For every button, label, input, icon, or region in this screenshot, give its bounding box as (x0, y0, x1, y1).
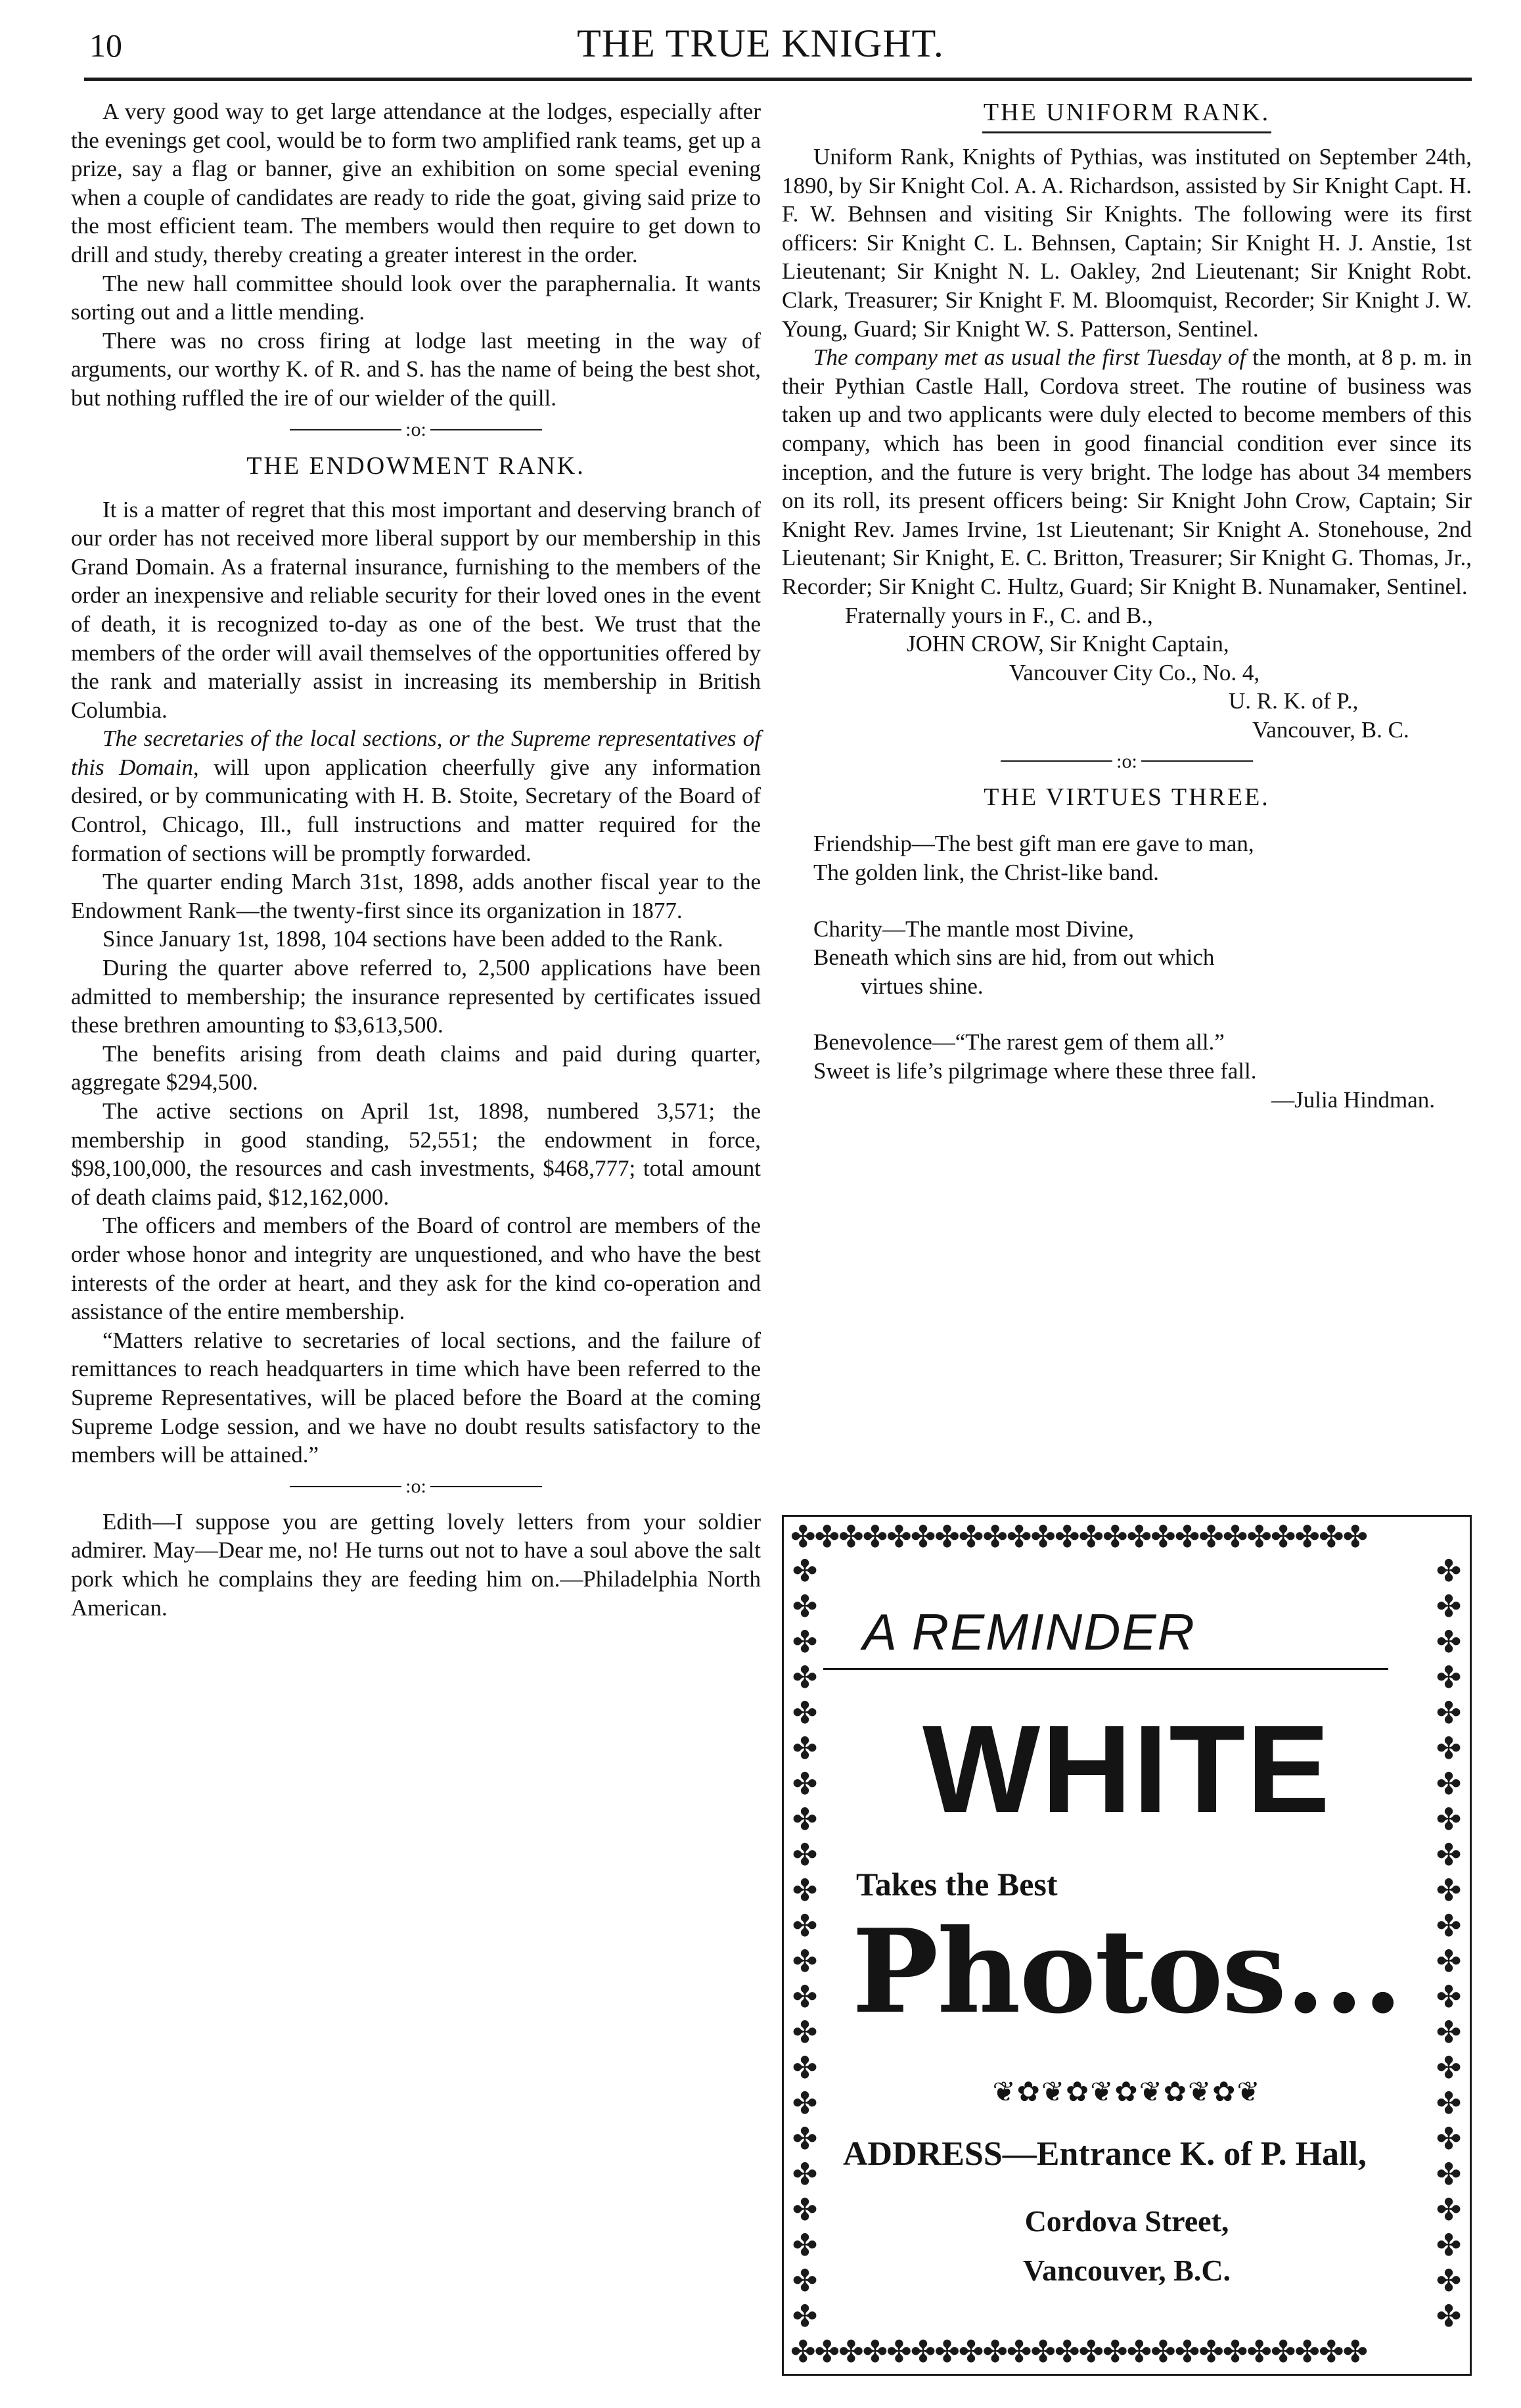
ad-tagline: Takes the Best (856, 1866, 1058, 1903)
poem-line: Friendship—The best gift man ere gave to man, (813, 831, 1254, 857)
paragraph: The officers and members of the Board of control are members of the order whose honor and integrity are unquestioned, and who have the best interests of the order at heart, and they ask for the kind co-operation and assistance of the entire membership. (71, 1213, 761, 1325)
heading-rule (982, 131, 1271, 133)
ad-city: Vancouver, B.C. (1022, 2254, 1231, 2287)
paragraph (782, 343, 1472, 601)
uniform-heading: THE UNIFORM RANK. (983, 99, 1271, 126)
text: the month, at 8 p. m. in their Pythian Castle Hall, Cordova street. The routine of business was taken up and two applicants were duly elected to become members of this company, which has been in good financial condition ever since its inception, and the future is very bright. The lodge has about 34 members on its roll, its present officers being: Sir Knight John Crow, Captain; Sir Knight Rev. James Irvine, 1st Lieutenant; Sir Knight A. Stonehouse, 2nd Lieutenant; Sir Knight, E. C. Britton, Treasurer; Sir Knight G. Thomas, Jr., Recorder; Sir Knight C. Hultz, Guard; Sir Knight B. Nunamaker, Sentinel. (782, 344, 1472, 599)
text: will upon application cheerfully give any information desired, or by communicating with H. B. Stoite, Secretary of the Board of Control, Chicago, Ill., full instructions and matter required for the formation of sections will be promptly forwarded. (71, 754, 761, 866)
virtues-heading: THE VIRTUES THREE. (984, 783, 1270, 812)
paragraph: Uniform Rank, Knights of Pythias, was instituted on September 24th, 1890, by Sir Knight Col. A. A. Richardson, assisted by Sir Knight Capt. H. F. W. Behnsen and visiting Sir Knights. The following were its first officers: Sir Knight C. L. Behnsen, Captain; Sir Knight H. J. Anstie, 1st Lieutenant; Sir Knight N. L. Oakley, 2nd Lieutenant; Sir Knight Robt. Clark, Treasurer; Sir Knight F. M. Bloomquist, Recorder; Sir Knight J. W. Young, Guard; Sir Knight W. S. Patterson, Sentinel. (782, 144, 1472, 342)
paragraph: A very good way to get large attendance at the lodges, especially after the evenings get cool, would be to form two amplified rank teams, get up a prize, say a flag or banner, give an exhibition on some special evening when a couple of candidates are ready to ride the goat, giving said prize to the most efficient team. The members would then require to get down to drill and study, thereby creating a greater interest in the order. (71, 99, 761, 267)
ornamental-border-left: ✤✤✤✤✤✤✤✤✤✤✤✤✤✤✤✤✤✤✤✤✤✤ (792, 1554, 818, 2333)
poem-line: Charity—The mantle most Divine, (813, 915, 1134, 942)
italic-text: The secretaries of the local sections, or the Supreme representatives of this Domain, (71, 726, 761, 780)
poem-line: Benevolence—“The rarest gem of them all.” (813, 1029, 1225, 1055)
endowment-heading: THE ENDOWMENT RANK. (246, 452, 585, 480)
ornament-divider: ❦✿❦✿❦✿❦✿❦✿❦ (992, 2077, 1261, 2108)
poem-attribution: —Julia Hindman. (1271, 1086, 1435, 1113)
left-column (71, 97, 761, 1622)
poem-line: Beneath which sins are hid, from out which (813, 944, 1215, 971)
paragraph: The quarter ending March 31st, 1898, adds another fiscal year to the Endowment Rank—the twenty-first since its organization in 1877. (71, 869, 761, 923)
paragraph: “Matters relative to secretaries of local sections, and the failure of remittances to reach headquarters in time which have been referred to the Supreme Representatives, will be placed before the Board at the coming Supreme Lodge session, and we have no doubt results satisfactory to the members will be attained.” (71, 1327, 761, 1468)
signature-line: Vancouver City Co., No. 4, (1009, 659, 1260, 685)
ornamental-border-right: ✤✤✤✤✤✤✤✤✤✤✤✤✤✤✤✤✤✤✤✤✤✤ (1436, 1554, 1462, 2333)
advertisement-box (782, 1515, 1472, 2376)
ad-headline: WHITE (922, 1700, 1332, 1839)
ornamental-border-top: ✤✤✤✤✤✤✤✤✤✤✤✤✤✤✤✤✤✤✤✤✤✤✤✤ (790, 1522, 1367, 1554)
signature-line: U. R. K. of P., (1229, 688, 1359, 714)
ad-photos: Photos... (851, 1905, 1402, 2039)
signature-block (782, 601, 1472, 745)
joke-paragraph: Edith—I suppose you are getting lovely letters from your soldier admirer. May—Dear me, no! He turns out not to have a soul above the salt pork which he complains they are feeding him on.—Philadelphia North American. (71, 1508, 761, 1621)
paragraph: There was no cross firing at lodge last meeting in the way of arguments, our worthy K. of R. and S. has the name of being the best shot, but nothing ruffled the ire of our wielder of the quill. (71, 327, 761, 411)
poem-line: Sweet is life’s pilgrimage where these three fall. (813, 1058, 1257, 1084)
paragraph: It is a matter of regret that this most important and deserving branch of our order has not received more liberal support by our membership in this Grand Domain. As a fraternal insurance, furnishing to the members of the order an inexpensive and reliable security for their loved ones in the event of death, it is recognized to-day as one of the best. We trust that the members of the order will avail themselves of the opportunities offered by the rank and materially assist in increasing its membership in British Columbia. (71, 496, 761, 723)
separator: :o: (71, 1475, 761, 1498)
paragraph: During the quarter above referred to, 2,500 applications have been admitted to membership; the insurance represented by certificates issued these brethren amounting to $3,613,500. (71, 955, 761, 1038)
poem-line: virtues shine. (861, 973, 984, 999)
ad-street: Cordova Street, (1024, 2204, 1229, 2238)
ad-rule (823, 1668, 1388, 1670)
italic-text: The company met as usual the first Tuesday of (813, 344, 1246, 371)
signature-line: JOHN CROW, Sir Knight Captain, (907, 631, 1229, 657)
paragraph (71, 724, 761, 868)
head-rule (84, 78, 1472, 81)
ornamental-border-bottom: ✤✤✤✤✤✤✤✤✤✤✤✤✤✤✤✤✤✤✤✤✤✤✤✤ (790, 2337, 1367, 2369)
paragraph: The benefits arising from death claims and paid during quarter, aggregate $294,500. (71, 1040, 761, 1096)
poem (782, 829, 1472, 1114)
paragraph: Since January 1st, 1898, 104 sections have been added to the Rank. (102, 926, 723, 952)
signature-line: Fraternally yours in F., C. and B., (845, 602, 1153, 628)
running-head: THE TRUE KNIGHT. (577, 22, 944, 65)
right-column (782, 97, 1472, 1114)
signature-line: Vancouver, B. C. (1252, 716, 1409, 743)
paragraph: The new hall committee should look over the paraphernalia. It wants sorting out and a little mending. (71, 270, 761, 325)
ad-address: ADDRESS—Entrance K. of P. Hall, (843, 2135, 1367, 2173)
separator: :o: (782, 749, 1472, 773)
poem-line: The golden link, the Christ-like band. (813, 860, 1159, 886)
page-number: 10 (89, 27, 122, 64)
ad-reminder: A REMINDER (863, 1603, 1196, 1661)
separator: :o: (71, 418, 761, 442)
paragraph: The active sections on April 1st, 1898, numbered 3,571; the membership in good standing, 52,551; the endowment in force, $98,100,000, the resources and cash investments, $468,777; total amount of death claims paid, $12,162,000. (71, 1098, 761, 1210)
